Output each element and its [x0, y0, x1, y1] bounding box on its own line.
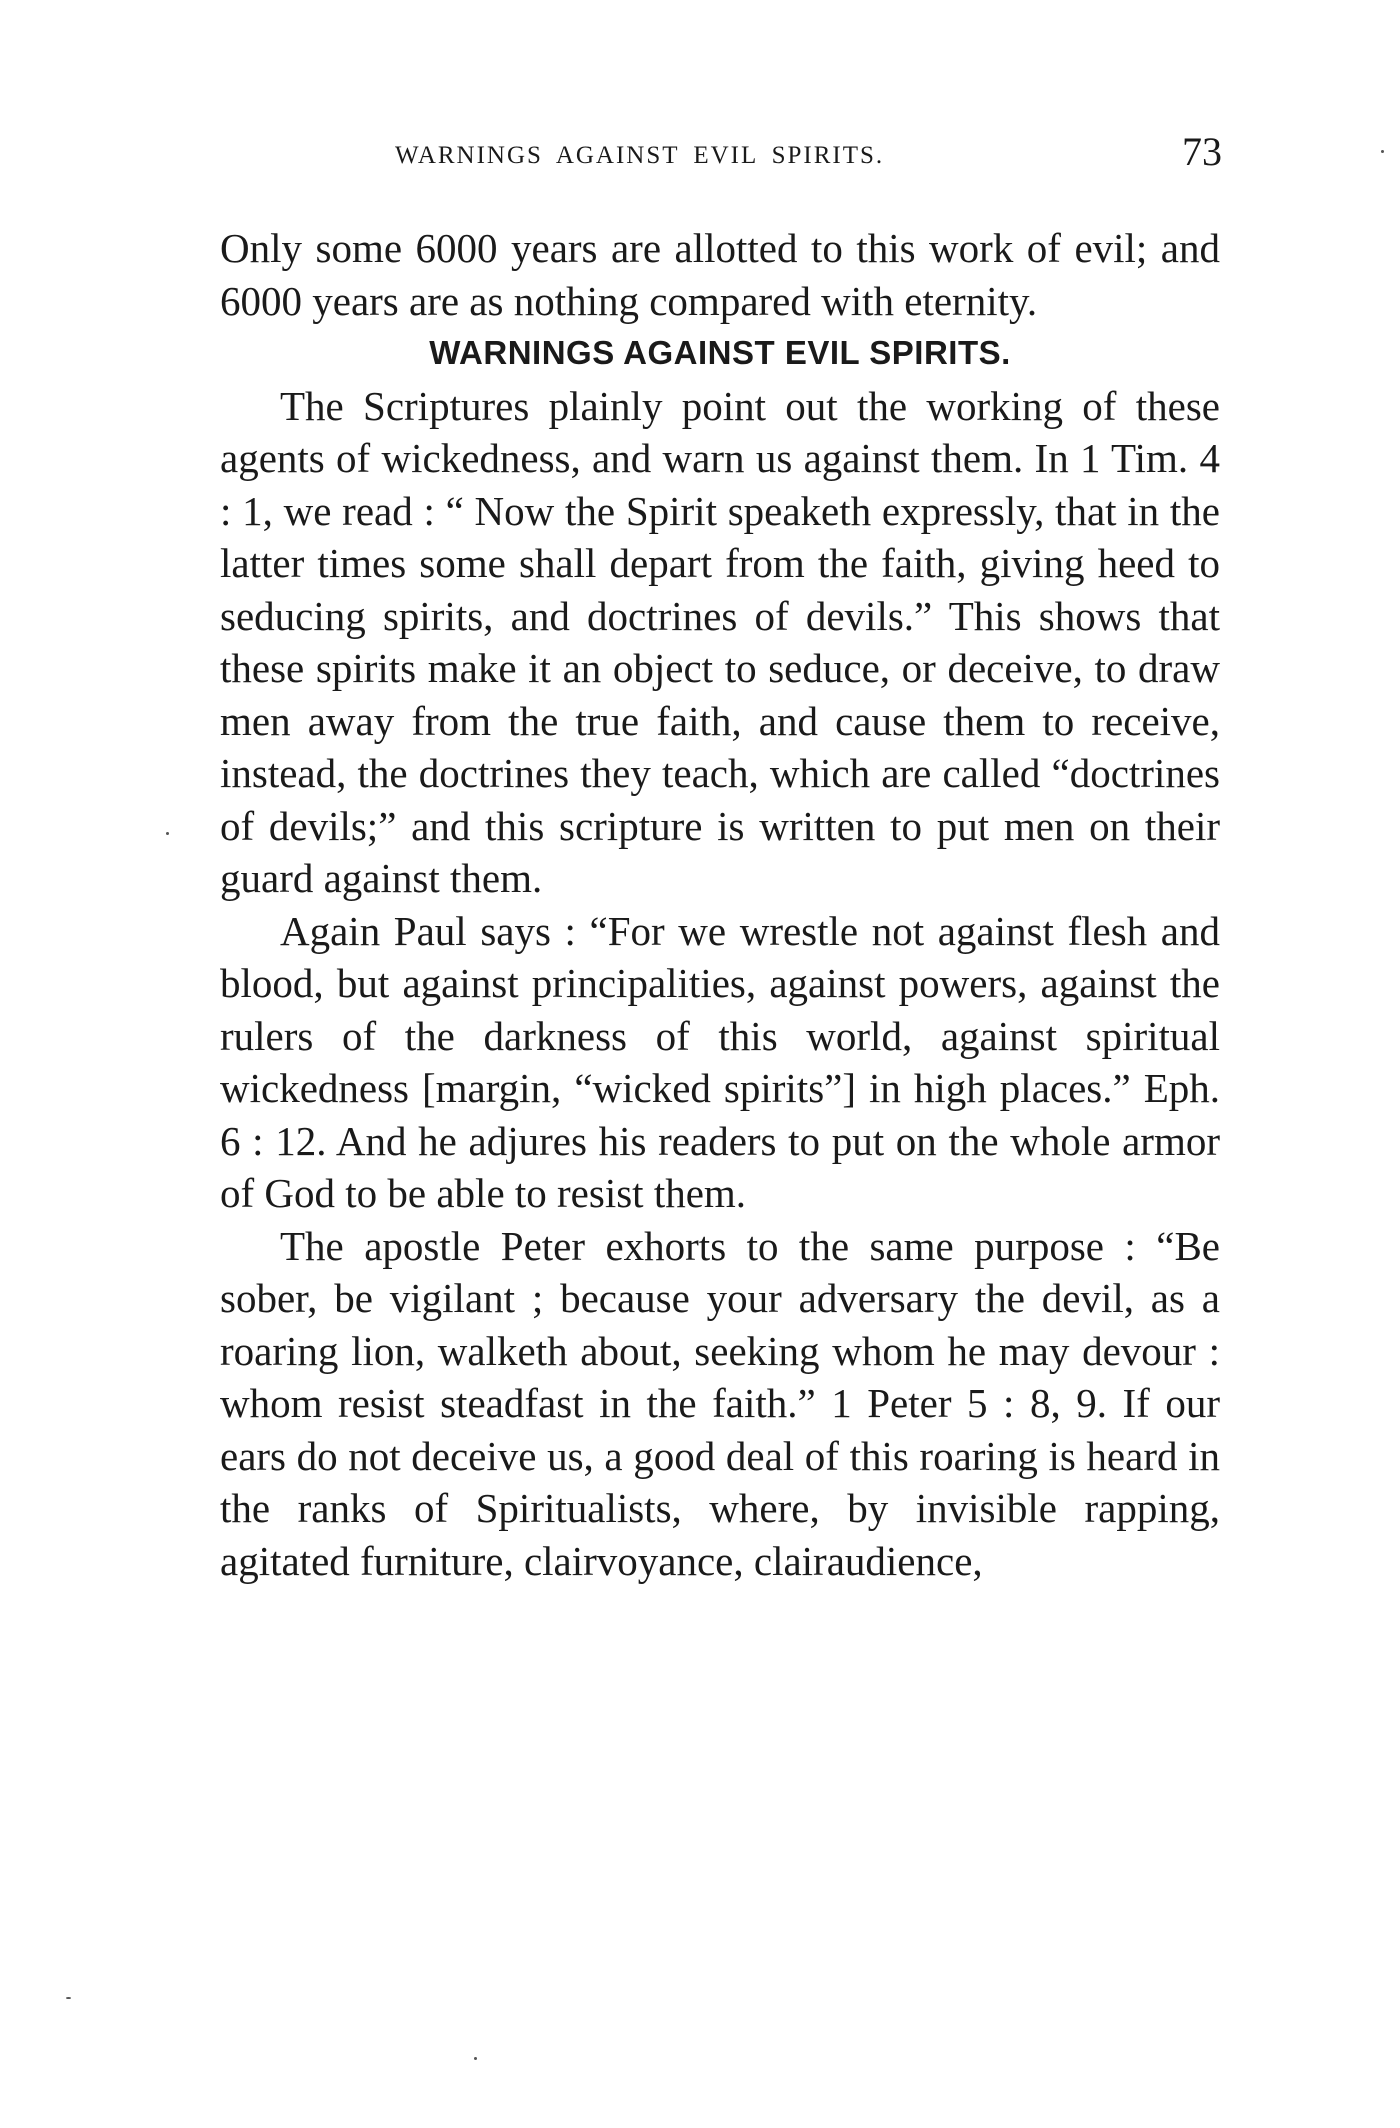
- page-number: 73: [1182, 129, 1222, 174]
- running-head: [220, 128, 1220, 178]
- scan-speck: [474, 2057, 477, 2060]
- running-title: WARNINGS AGAINST EVIL SPIRITS.: [395, 142, 885, 169]
- scan-speck: [66, 1997, 71, 1999]
- paragraph-paul: Again Paul says : “For we wrestle not against flesh and blood, but against principalities, against powers, against the rulers of the darkness of this world, against spiritual wickedness [margin, “wicked spirits”] in high places.” Eph. 6 : 12. And he adjures his readers to put on the whole armor of God to be able to resist them.: [220, 907, 1220, 1216]
- body-text: [220, 222, 1220, 1587]
- paragraph-scriptures: The Scriptures plainly point out the working of these agents of wickedness, and warn us against them. In 1 Tim. 4 : 1, we read : “ Now the Spirit speaketh expressly, that in the latter times some shall depart from the faith, giving heed to seducing spirits, and doctrines of devils.” This shows that these spirits make it an object to seduce, or deceive, to draw men away from the true faith, and cause them to receive, instead, the doctrines they teach, which are called “doctrines of devils;” and this scripture is written to put men on their guard against them.: [220, 382, 1220, 901]
- scan-speck: [1381, 150, 1384, 153]
- section-heading: WARNINGS AGAINST EVIL SPIRITS.: [429, 334, 1011, 371]
- scan-speck: [166, 832, 169, 835]
- opening-paragraph: Only some 6000 years are allotted to this work of evil; and 6000 years are as nothing compared with eternity.: [220, 225, 1220, 324]
- paragraph-peter: The apostle Peter exhorts to the same purpose : “Be sober, be vigilant ; because your adversary the devil, as a roaring lion, walketh about, seeking whom he may devour : whom resist steadfast in the faith.” 1 Peter 5 : 8, 9. If our ears do not deceive us, a good deal of this roaring is heard in the ranks of Spiritualists, where, by invisible rapping, agitated furniture, clairvoyance, clairaudience,: [220, 1222, 1220, 1584]
